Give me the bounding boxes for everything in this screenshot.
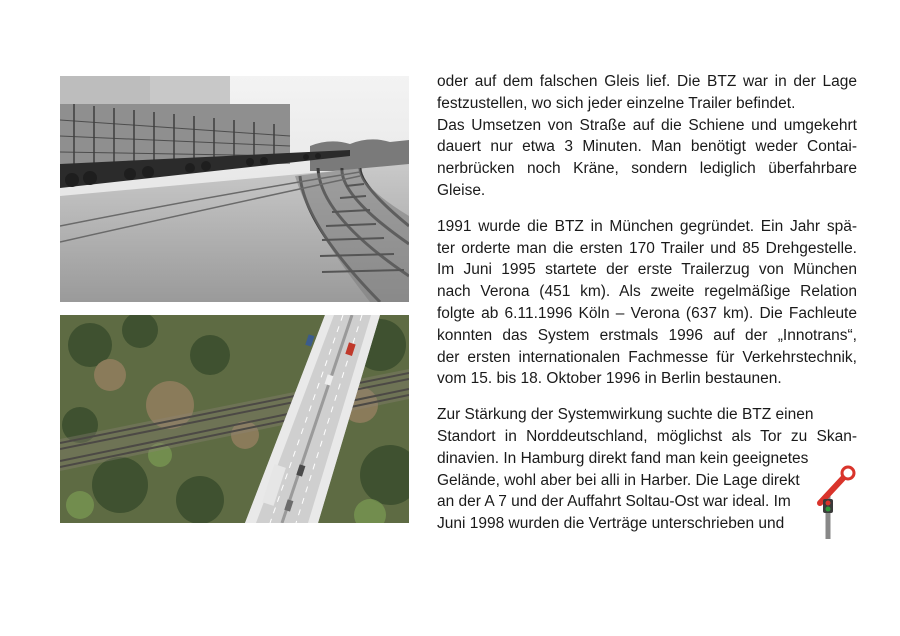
text-line: folgte ab 6.11.1996 Köln – Verona (637 km). Die Fachleute: [437, 304, 857, 322]
paragraph-3: [437, 404, 857, 535]
text-line: nach Verona (451 km). Als zweite regelmäßige Relation: [437, 283, 857, 301]
text-line: der ersten internationalen Fachmesse für Verkehrstechnik,: [437, 348, 857, 366]
paragraph-1: [437, 71, 857, 202]
railway-signal-icon: [814, 465, 858, 541]
aerial-motorway-photo: [60, 315, 409, 523]
text-line: Zur Stärkung der Systemwirkung suchte die BTZ einen: [437, 406, 814, 424]
text-line: 1991 wurde die BTZ in München gegründet. Ein Jahr spä-: [437, 217, 857, 235]
text-line: ter orderte man die ersten 170 Trailer und 85 Drehgestelle.: [437, 239, 857, 257]
text-line: Gleise.: [437, 181, 486, 199]
text-line: Standort in Norddeutschland, möglichst als Tor zu Skan-: [437, 427, 857, 445]
text-line: konnten das System erstmals 1996 auf der „Innotrans“,: [437, 326, 857, 344]
text-line: dinavien. In Hamburg direkt fand man kein geeignetes: [437, 449, 809, 467]
text-line: oder auf dem falschen Gleis lief. Die BTZ war in der Lage: [437, 73, 857, 90]
text-line: nerbrücken noch Kräne, sondern lediglich überfahrbare: [437, 160, 857, 178]
text-line: Das Umsetzen von Straße auf die Schiene und umgekehrt: [437, 116, 857, 134]
paragraph-2: [437, 216, 857, 390]
article-text: [437, 71, 857, 549]
text-line: dauert nur etwa 3 Minuten. Man benötigt weder Contai-: [437, 138, 857, 156]
text-line: Gelände, wohl aber bei alli in Harber. Die Lage direkt: [437, 471, 800, 489]
rail-yard-photo: [60, 76, 409, 302]
text-line: an der A 7 und der Auffahrt Soltau-Ost war ideal. Im: [437, 493, 791, 511]
text-line: festzustellen, wo sich jeder einzelne Trailer befindet.: [437, 94, 796, 112]
text-line: vom 15. bis 18. Oktober 1996 in Berlin bestaunen.: [437, 370, 782, 388]
text-line: Juni 1998 wurden die Verträge unterschrieben und: [437, 515, 785, 533]
text-line: Im Juni 1995 startete der erste Trailerzug von München: [437, 261, 857, 279]
